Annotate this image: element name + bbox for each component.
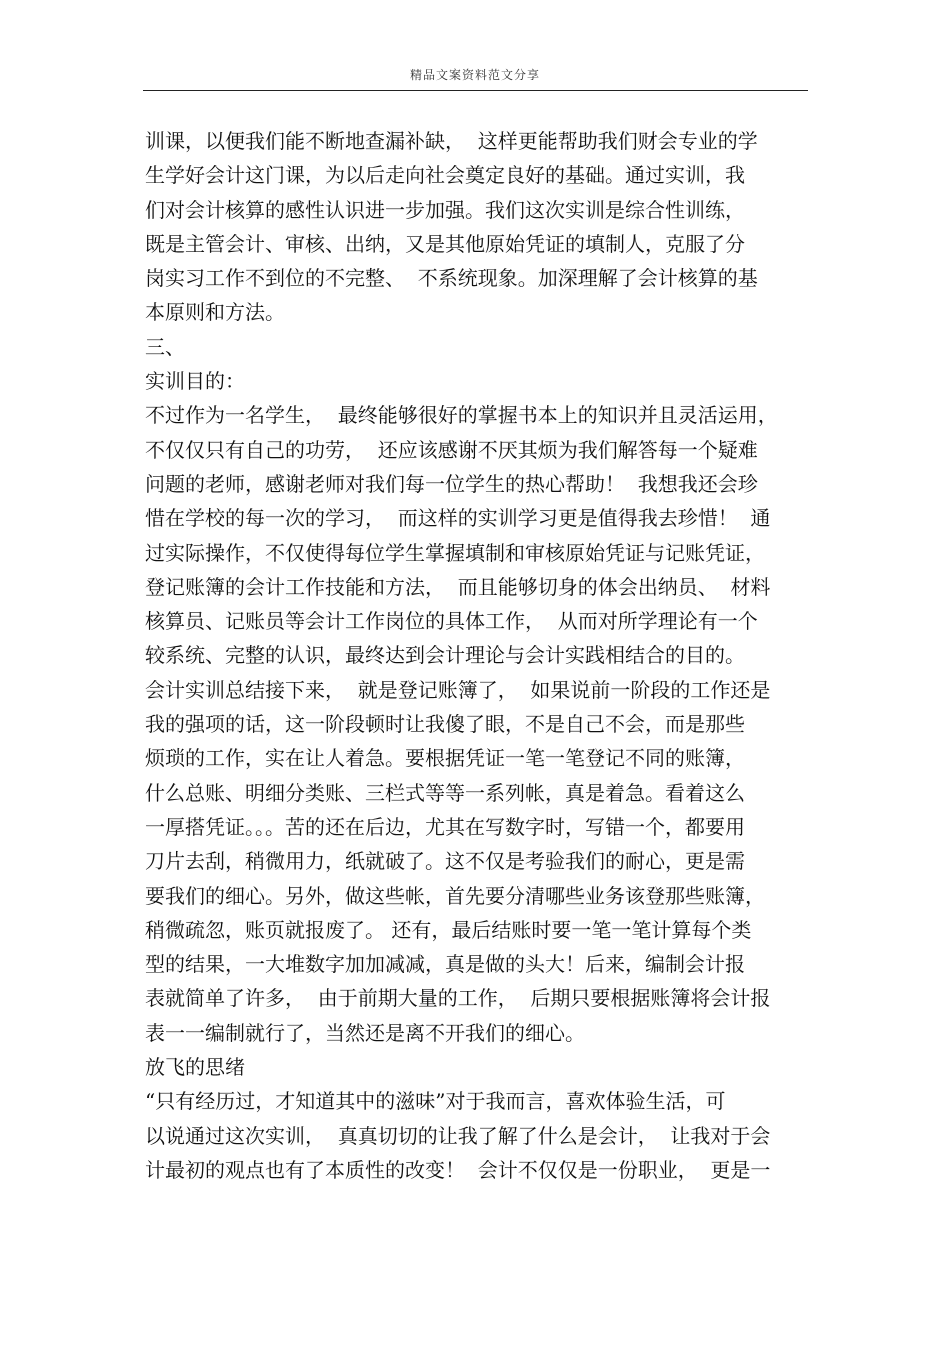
text-line: 不仅仅只有自己的功劳， 还应该感谢不厌其烦为我们解答每一个疑难 [145, 437, 758, 462]
header-divider [143, 90, 808, 91]
text-line: 惜在学校的每一次的学习， 而这样的实训学习更是值得我去珍惜！ 通 [145, 506, 771, 531]
text-line: 型的结果，一大堆数字加加减减，真是做的头大！后来，编制会计报 [145, 952, 745, 977]
text-line: 既是主管会计、审核、出纳，又是其他原始凭证的填制人，克服了分 [145, 231, 745, 256]
text-line: 计最初的观点也有了本质性的改变！ 会计不仅仅是一份职业， 更是一 [145, 1157, 771, 1182]
section-heading: 实训目的： [145, 369, 245, 394]
text-line: 核算员、记账员等会计工作岗位的具体工作， 从而对所学理论有一个 [145, 609, 758, 634]
text-line: 较系统、完整的认识，最终达到会计理论与会计实践相结合的目的。 [145, 643, 745, 668]
text-line: 不过作为一名学生， 最终能够很好的掌握书本上的知识并且灵活运用， [145, 403, 778, 428]
text-line: 岗实习工作不到位的不完整、 不系统现象。加深理解了会计核算的基 [145, 266, 758, 291]
text-line: 表就简单了许多， 由于前期大量的工作， 后期只要根据账簿将会计报 [145, 986, 771, 1011]
text-line: “只有经历过，才知道其中的滋味”对于我而言，喜欢体验生活，可 [145, 1089, 726, 1114]
text-line: 表一一编制就行了，当然还是离不开我们的细心。 [145, 1020, 585, 1045]
text-line: 登记账簿的会计工作技能和方法， 而且能够切身的体会出纳员、 材料 [145, 574, 771, 599]
page-header-title: 精品文案资料范文分享 [409, 68, 540, 82]
text-line: 稍微疏忽，账页就报废了。 还有，最后结账时要一笔一笔计算每个类 [145, 917, 752, 942]
text-line: 什么总账、明细分类账、三栏式等等一系列帐，真是着急。看着这么 [145, 780, 745, 805]
text-line: 会计实训总结接下来， 就是登记账簿了， 如果说前一阶段的工作还是 [145, 677, 771, 702]
text-line: 以说通过这次实训， 真真切切的让我了解了什么是会计， 让我对于会 [145, 1123, 771, 1148]
text-line: 要我们的细心。另外，做这些帐，首先要分清哪些业务该登那些账簿， [145, 883, 765, 908]
text-line: 本原则和方法。 [145, 300, 285, 325]
text-line: 训课，以便我们能不断地查漏补缺， 这样更能帮助我们财会专业的学 [145, 129, 758, 153]
text-line: 一厚搭凭证。。。苦的还在后边，尤其在写数字时，写错一个，都要用 [145, 814, 745, 839]
text-line: 过实际操作，不仅使得每位学生掌握填制和审核原始凭证与记账凭证， [145, 540, 765, 565]
text-line: 生学好会计这门课，为以后走向社会奠定良好的基础。通过实训，我 [145, 163, 745, 188]
text-line: 问题的老师，感谢老师对我们每一位学生的热心帮助！ 我想我还会珍 [145, 471, 758, 496]
document-body [145, 124, 810, 1187]
section-heading: 三、 [145, 334, 185, 359]
text-line: 刀片去刮，稍微用力，纸就破了。这不仅是考验我们的耐心，更是需 [145, 849, 745, 874]
text-line: 我的强项的话，这一阶段顿时让我傻了眼，不是自己不会，而是那些 [145, 712, 745, 737]
text-line: 烦琐的工作，实在让人着急。要根据凭证一笔一笔登记不同的账簿， [145, 746, 745, 771]
text-line: 们对会计核算的感性认识进一步加强。我们这次实训是综合性训练， [145, 197, 745, 222]
section-heading: 放飞的思绪 [145, 1055, 245, 1080]
